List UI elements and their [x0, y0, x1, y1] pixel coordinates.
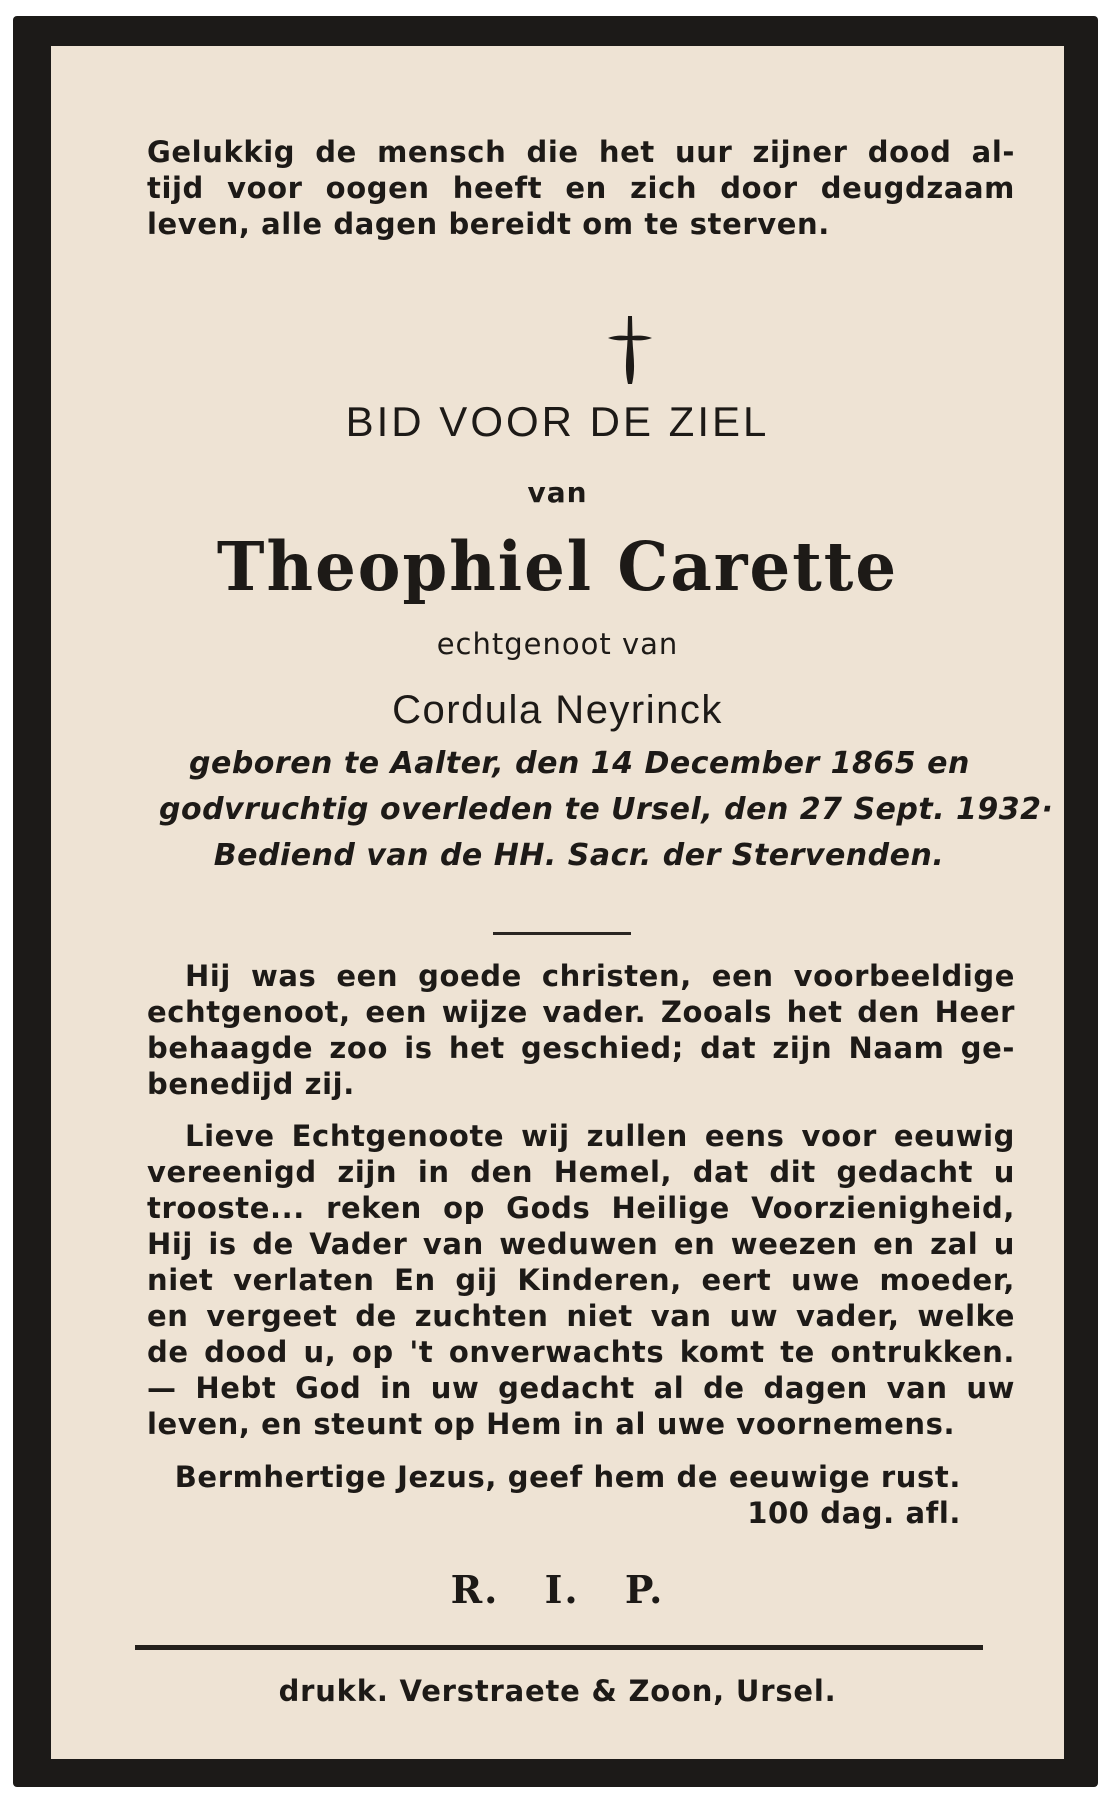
farewell-line: Lieve Echtgenoote wij zullen eens voor eeuwig — [185, 1119, 1015, 1153]
prayer-block — [147, 1459, 961, 1531]
tribute-line: Hij was een goede christen, een voorbeeldige — [185, 959, 1015, 993]
van-label: van — [527, 476, 588, 509]
farewell-line: Hij is de Vader van weduwen en weezen en zal u — [147, 1227, 1015, 1261]
cross-icon — [606, 314, 654, 386]
quote-line: Gelukkig de mensch die het uur zijner dood al- — [147, 135, 1015, 169]
tribute-line: benedijd zij. — [147, 1067, 355, 1101]
printer-credit: drukk. Verstraete & Zoon, Ursel. — [278, 1674, 837, 1708]
tribute-paragraph — [147, 958, 1015, 1102]
farewell-line: — Hebt God in uw gedacht al de dagen van uw — [147, 1371, 1015, 1405]
spouse-intro: echtgenoot van — [436, 627, 679, 661]
opening-quote — [147, 134, 1015, 242]
life-dates — [159, 741, 1054, 879]
spouse-name: Cordula Neyrinck — [392, 688, 723, 732]
deceased-name: Theophiel Carette — [216, 528, 899, 607]
farewell-line: leven, en steunt op Hem in al uwe voornemens. — [147, 1407, 956, 1441]
life-dates-line: Bediend van de HH. Sacr. der Stervenden. — [213, 838, 945, 873]
indulgence-line: 100 dag. afl. — [747, 1496, 961, 1530]
prayer-line: Bermhertige Jezus, geef hem de eeuwige rust. — [174, 1460, 961, 1494]
bottom-divider — [135, 1645, 983, 1650]
life-dates-line: godvruchtig overleden te Ursel, den 27 Sept. 1932· — [159, 792, 1054, 827]
quote-line: tijd voor oogen heeft en zich door deugdzaam — [147, 171, 1015, 205]
life-dates-line: geboren te Aalter, den 14 December 1865 en — [189, 746, 970, 781]
memorial-card-paper — [51, 46, 1064, 1759]
farewell-line: en vergeet de zuchten niet van uw vader, welke — [147, 1299, 1015, 1333]
short-divider — [493, 932, 631, 935]
tribute-line: echtgenoot, een wijze vader. Zooals het den Heer — [147, 995, 1015, 1029]
farewell-line: vereenigd zijn in den Hemel, dat dit gedacht u — [147, 1155, 1015, 1189]
quote-line: leven, alle dagen bereidt om te sterven. — [147, 207, 830, 241]
farewell-line: trooste... reken op Gods Heilige Voorzienigheid, — [147, 1191, 1015, 1225]
rip-text: R. I. P. — [450, 1567, 665, 1612]
tribute-line: behaagde zoo is het geschied; dat zijn Naam ge- — [147, 1031, 1015, 1065]
farewell-line: de dood u, op 't onverwachts komt te ontrukken. — [147, 1335, 1015, 1369]
memorial-card-border — [13, 16, 1098, 1787]
farewell-paragraph — [147, 1118, 1015, 1442]
farewell-line: niet verlaten En gij Kinderen, eert uwe moeder, — [147, 1263, 1015, 1297]
bid-voor-heading: BID VOOR DE ZIEL — [345, 398, 770, 445]
